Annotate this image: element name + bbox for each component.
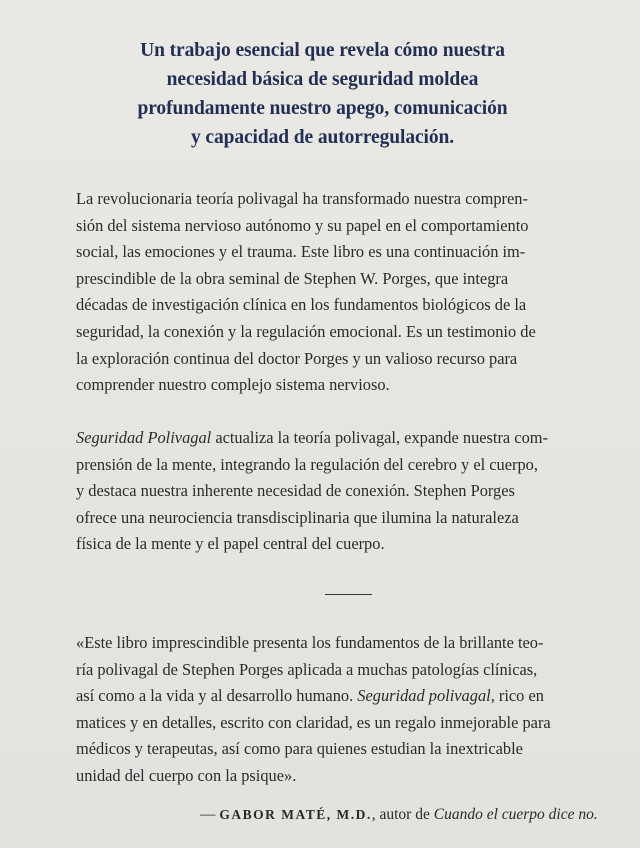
quote-line: ría polivagal de Stephen Porges aplicada a muchas patologías clínicas, [76, 659, 538, 679]
book-title-italic: Seguridad Polivagal [76, 428, 212, 447]
headline-line: profundamente nuestro apego, comunicación [137, 98, 508, 119]
headline-line: necesidad básica de seguridad moldea [166, 69, 479, 90]
quote-line: unidad del cuerpo con la psique». [76, 765, 297, 785]
paragraph-line-rest: actualiza la teoría polivagal, expande nuestra com- [211, 428, 548, 447]
paragraph-line: física de la mente y el papel central del cuerpo. [76, 534, 385, 554]
quote-attribution [200, 803, 630, 827]
headline-line: Un trabajo esencial que revela cómo nuestra [140, 40, 505, 61]
paragraph-line [76, 425, 624, 452]
book-title-italic: Seguridad polivagal [357, 686, 491, 706]
attribution-author: GABOR MATÉ, M.D. [219, 807, 372, 822]
description-paragraph-1 [76, 186, 624, 399]
paragraph-line: comprender nuestro complejo sistema nervioso. [76, 375, 390, 395]
paragraph-line: la exploración continua del doctor Porges y un valioso recurso para [76, 348, 518, 368]
paragraph-line: y destaca nuestra inherente necesidad de conexión. Stephen Porges [76, 481, 515, 501]
paragraph-line: seguridad, la conexión y la regulación emocional. Es un testimonio de [76, 321, 536, 341]
paragraph-line: social, las emociones y el trauma. Este libro es una continuación im- [76, 242, 526, 262]
quote-line: matices y en detalles, escrito con claridad, es un regalo inmejorable para [76, 712, 551, 732]
attribution-dash: — [200, 806, 220, 823]
endorsement-quote [76, 630, 624, 790]
quote-line: médicos y terapeutas, así como para quienes estudian la inextricable [76, 739, 523, 759]
quote-line-end: , rico en [490, 686, 544, 706]
paragraph-line: prescindible de la obra seminal de Stephen W. Porges, que integra [76, 268, 509, 288]
paragraph-line: La revolucionaria teoría polivagal ha transformado nuestra compren- [76, 189, 528, 208]
paragraph-line: ofrece una neurociencia transdisciplinaria que ilumina la naturaleza [76, 507, 519, 527]
section-divider [325, 594, 372, 595]
quote-line [76, 683, 624, 710]
description-paragraph-2 [76, 425, 624, 558]
quote-line-start: así como a la vida y al desarrollo humano. [76, 686, 358, 706]
headline-line: y capacidad de autorregulación. [190, 127, 455, 148]
quote-line: «Este libro imprescindible presenta los fundamentos de la brillante teo- [76, 633, 544, 652]
paragraph-line: décadas de investigación clínica en los fundamentos biológicos de la [76, 295, 527, 315]
headline [95, 36, 550, 152]
attribution-middle: , autor de [371, 806, 434, 823]
paragraph-line: sión del sistema nervioso autónomo y su papel en el comportamiento [76, 215, 529, 235]
paragraph-line: prensión de la mente, integrando la regulación del cerebro y el cuerpo, [76, 454, 538, 474]
attribution-book-title: Cuando el cuerpo dice no. [433, 806, 598, 823]
